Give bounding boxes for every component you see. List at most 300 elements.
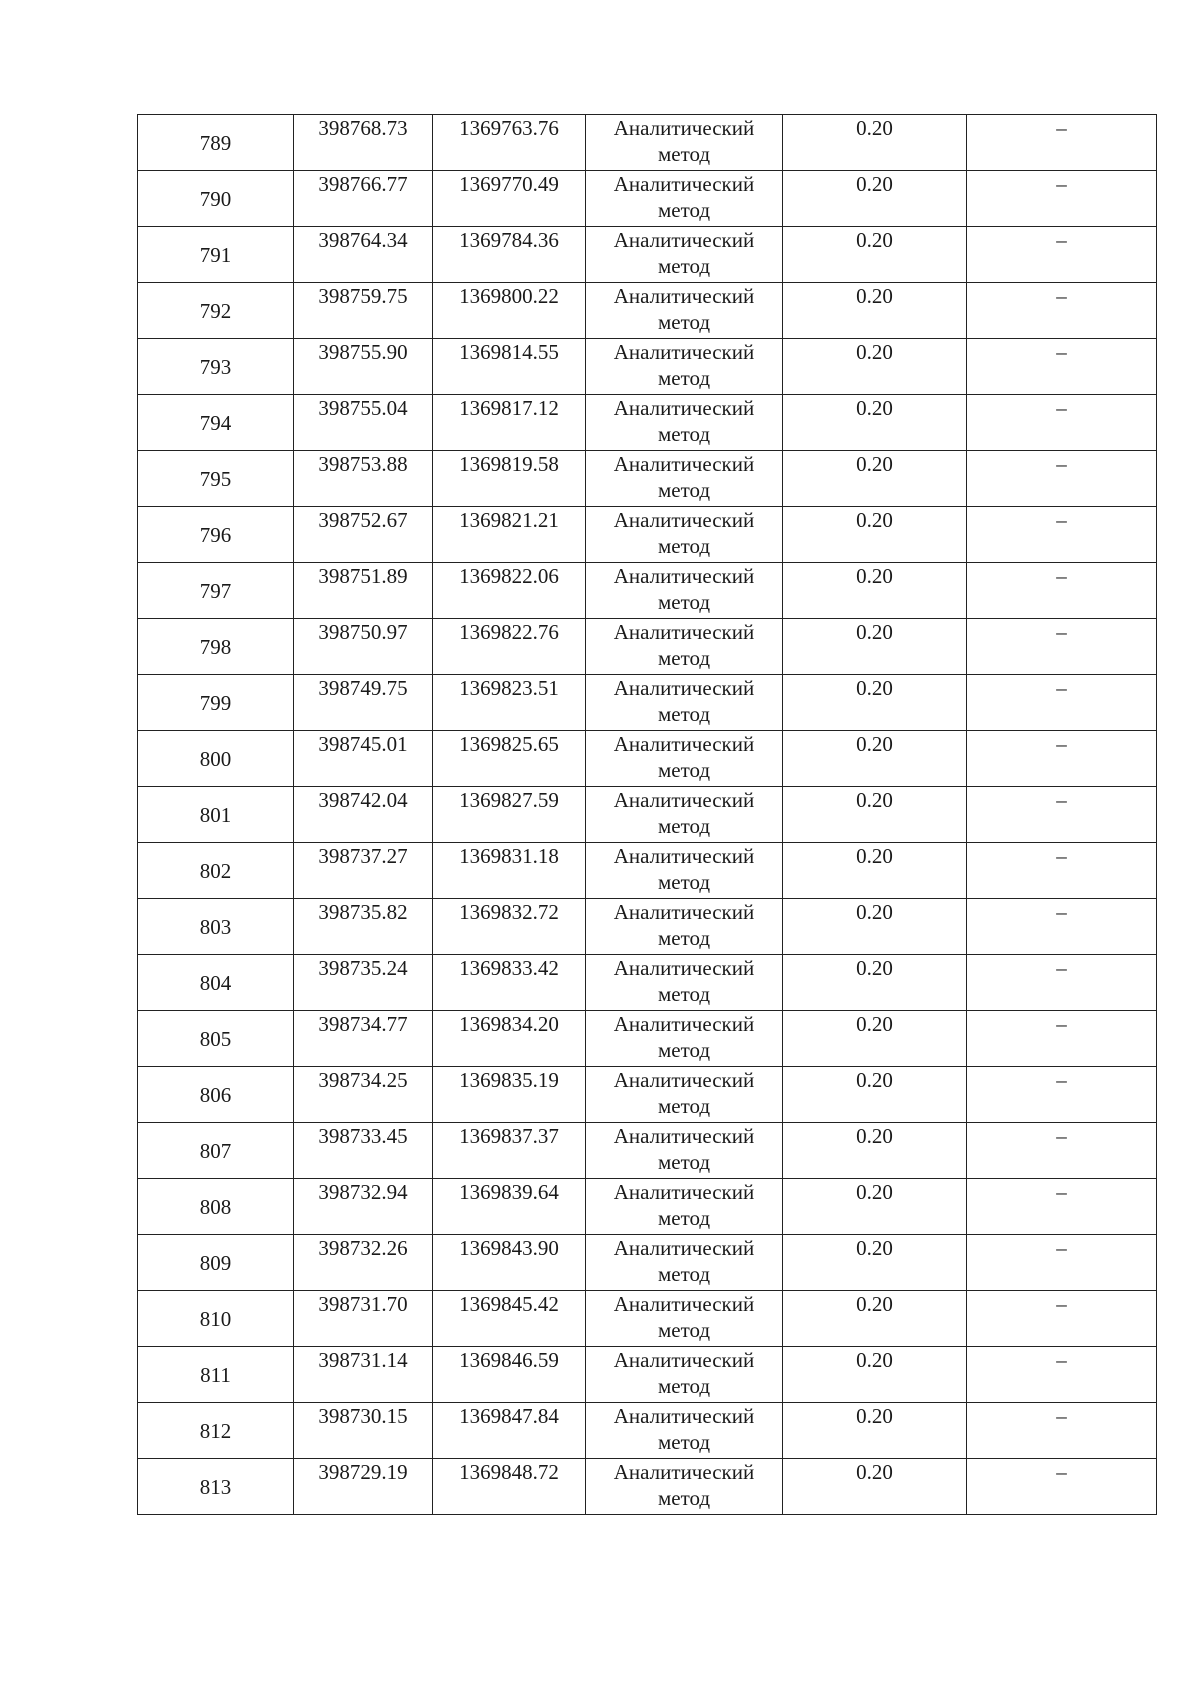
method-line-1: Аналитический <box>613 1404 755 1428</box>
note-cell <box>967 339 1157 395</box>
coordinate-x: 398735.82 <box>318 900 408 924</box>
method-line-2: метод <box>657 1430 711 1454</box>
point-number: 790 <box>199 186 232 211</box>
point-number-cell <box>138 731 294 787</box>
coordinate-y: 1369817.12 <box>459 396 559 420</box>
method-line-2: метод <box>657 1094 711 1118</box>
coordinate-x: 398732.94 <box>318 1180 408 1204</box>
note-value: – <box>1056 732 1067 756</box>
coordinate-y-cell <box>433 451 586 507</box>
accuracy-cell <box>783 283 967 339</box>
note-cell <box>967 115 1157 171</box>
method-line-1: Аналитический <box>613 1012 755 1036</box>
coordinate-y: 1369832.72 <box>459 900 559 924</box>
method-line-2: метод <box>657 422 711 446</box>
point-number-cell <box>138 563 294 619</box>
method-cell <box>586 1067 783 1123</box>
note-value: – <box>1056 396 1067 420</box>
point-number: 810 <box>199 1306 232 1331</box>
note-value: – <box>1056 620 1067 644</box>
coordinate-x-cell <box>294 1123 433 1179</box>
coordinate-y-cell <box>433 1179 586 1235</box>
method-cell <box>586 1235 783 1291</box>
coordinate-y-cell <box>433 731 586 787</box>
coordinate-x: 398731.70 <box>318 1292 408 1316</box>
accuracy-cell <box>783 1235 967 1291</box>
point-number-cell <box>138 1235 294 1291</box>
coordinate-x-cell <box>294 1235 433 1291</box>
point-number: 811 <box>200 1362 231 1387</box>
accuracy-cell <box>783 1179 967 1235</box>
accuracy-cell <box>783 675 967 731</box>
coordinate-x-cell <box>294 1459 433 1515</box>
coordinate-x: 398735.24 <box>318 956 408 980</box>
table-row <box>138 1011 1157 1067</box>
note-value: – <box>1056 284 1067 308</box>
method-line-1: Аналитический <box>613 1068 755 1092</box>
accuracy-value: 0.20 <box>856 1460 893 1484</box>
table-row <box>138 227 1157 283</box>
point-number: 789 <box>199 130 232 155</box>
note-value: – <box>1056 1124 1067 1148</box>
accuracy-value: 0.20 <box>856 116 893 140</box>
coordinate-y: 1369827.59 <box>459 788 559 812</box>
method-line-2: метод <box>657 1486 711 1510</box>
accuracy-cell <box>783 955 967 1011</box>
coordinate-y-cell <box>433 339 586 395</box>
coordinate-x: 398755.04 <box>318 396 408 420</box>
method-cell <box>586 1291 783 1347</box>
point-number: 809 <box>199 1250 232 1275</box>
method-line-1: Аналитический <box>613 116 755 140</box>
table-row <box>138 339 1157 395</box>
note-value: – <box>1056 508 1067 532</box>
accuracy-value: 0.20 <box>856 1180 893 1204</box>
coordinate-y-cell <box>433 1403 586 1459</box>
accuracy-value: 0.20 <box>856 1068 893 1092</box>
method-line-1: Аналитический <box>613 844 755 868</box>
coordinate-x: 398745.01 <box>318 732 408 756</box>
method-line-2: метод <box>657 310 711 334</box>
point-number-cell <box>138 283 294 339</box>
point-number: 794 <box>199 410 232 435</box>
point-number-cell <box>138 955 294 1011</box>
coordinate-x-cell <box>294 955 433 1011</box>
accuracy-cell <box>783 1347 967 1403</box>
accuracy-cell <box>783 1123 967 1179</box>
point-number-cell <box>138 899 294 955</box>
method-cell <box>586 1347 783 1403</box>
point-number: 808 <box>199 1194 232 1219</box>
point-number-cell <box>138 1179 294 1235</box>
table-row <box>138 675 1157 731</box>
accuracy-value: 0.20 <box>856 676 893 700</box>
coordinate-y: 1369770.49 <box>459 172 559 196</box>
method-line-1: Аналитический <box>613 788 755 812</box>
note-cell <box>967 1459 1157 1515</box>
coordinate-x-cell <box>294 507 433 563</box>
note-cell <box>967 1011 1157 1067</box>
accuracy-cell <box>783 1067 967 1123</box>
coordinate-x-cell <box>294 1067 433 1123</box>
method-line-2: метод <box>657 702 711 726</box>
coordinate-y-cell <box>433 1235 586 1291</box>
table-row <box>138 283 1157 339</box>
coordinate-x-cell <box>294 283 433 339</box>
table-row <box>138 395 1157 451</box>
coordinate-x-cell <box>294 1011 433 1067</box>
coordinate-y: 1369834.20 <box>459 1012 559 1036</box>
coordinate-y-cell <box>433 1347 586 1403</box>
method-cell <box>586 563 783 619</box>
method-line-1: Аналитический <box>613 1180 755 1204</box>
note-value: – <box>1056 1236 1067 1260</box>
point-number-cell <box>138 1459 294 1515</box>
method-cell <box>586 1011 783 1067</box>
method-line-2: метод <box>657 982 711 1006</box>
point-number: 804 <box>199 970 232 995</box>
note-cell <box>967 395 1157 451</box>
table-row <box>138 507 1157 563</box>
coordinate-y: 1369848.72 <box>459 1460 559 1484</box>
method-cell <box>586 1403 783 1459</box>
accuracy-cell <box>783 787 967 843</box>
point-number-cell <box>138 619 294 675</box>
accuracy-value: 0.20 <box>856 452 893 476</box>
note-cell <box>967 1291 1157 1347</box>
coordinate-x: 398730.15 <box>318 1404 408 1428</box>
method-cell <box>586 451 783 507</box>
table-row <box>138 1179 1157 1235</box>
coordinate-x-cell <box>294 395 433 451</box>
coordinate-x-cell <box>294 227 433 283</box>
method-cell <box>586 899 783 955</box>
note-cell <box>967 1403 1157 1459</box>
point-number: 805 <box>199 1026 232 1051</box>
note-cell <box>967 507 1157 563</box>
method-line-2: метод <box>657 142 711 166</box>
accuracy-cell <box>783 731 967 787</box>
note-cell <box>967 619 1157 675</box>
coordinate-y: 1369784.36 <box>459 228 559 252</box>
coordinate-y-cell <box>433 675 586 731</box>
note-cell <box>967 451 1157 507</box>
accuracy-value: 0.20 <box>856 732 893 756</box>
point-number: 799 <box>199 690 232 715</box>
coordinate-y-cell <box>433 115 586 171</box>
coordinate-x: 398759.75 <box>318 284 408 308</box>
accuracy-cell <box>783 171 967 227</box>
note-value: – <box>1056 956 1067 980</box>
table-row <box>138 619 1157 675</box>
method-line-2: метод <box>657 590 711 614</box>
note-value: – <box>1056 340 1067 364</box>
point-number-cell <box>138 451 294 507</box>
note-value: – <box>1056 1404 1067 1428</box>
coordinate-x: 398753.88 <box>318 452 408 476</box>
coordinate-x-cell <box>294 1403 433 1459</box>
point-number-cell <box>138 507 294 563</box>
coordinate-x: 398729.19 <box>318 1460 408 1484</box>
table-row <box>138 1291 1157 1347</box>
accuracy-cell <box>783 227 967 283</box>
note-value: – <box>1056 172 1067 196</box>
accuracy-cell <box>783 115 967 171</box>
point-number: 802 <box>199 858 232 883</box>
note-value: – <box>1056 844 1067 868</box>
table-row <box>138 171 1157 227</box>
coordinate-y: 1369831.18 <box>459 844 559 868</box>
method-line-1: Аналитический <box>613 228 755 252</box>
coordinate-x-cell <box>294 619 433 675</box>
table-row <box>138 731 1157 787</box>
point-number-cell <box>138 1347 294 1403</box>
table-row <box>138 899 1157 955</box>
coordinate-y: 1369822.06 <box>459 564 559 588</box>
method-line-2: метод <box>657 926 711 950</box>
method-line-1: Аналитический <box>613 1236 755 1260</box>
point-number: 813 <box>199 1474 232 1499</box>
method-line-1: Аналитический <box>613 956 755 980</box>
point-number-cell <box>138 171 294 227</box>
method-line-1: Аналитический <box>613 676 755 700</box>
note-cell <box>967 171 1157 227</box>
coordinate-x: 398755.90 <box>318 340 408 364</box>
coordinate-x-cell <box>294 675 433 731</box>
accuracy-value: 0.20 <box>856 340 893 364</box>
note-value: – <box>1056 228 1067 252</box>
accuracy-cell <box>783 843 967 899</box>
accuracy-value: 0.20 <box>856 396 893 420</box>
method-cell <box>586 283 783 339</box>
coordinate-y-cell <box>433 619 586 675</box>
method-line-2: метод <box>657 1150 711 1174</box>
table-row <box>138 1403 1157 1459</box>
coordinate-y-cell <box>433 395 586 451</box>
accuracy-value: 0.20 <box>856 1012 893 1036</box>
accuracy-value: 0.20 <box>856 1124 893 1148</box>
coordinate-x: 398751.89 <box>318 564 408 588</box>
point-number: 797 <box>199 578 232 603</box>
point-number: 796 <box>199 522 232 547</box>
coordinate-y: 1369819.58 <box>459 452 559 476</box>
point-number-cell <box>138 787 294 843</box>
point-number-cell <box>138 843 294 899</box>
coordinate-x: 398732.26 <box>318 1236 408 1260</box>
note-value: – <box>1056 1068 1067 1092</box>
point-number: 806 <box>199 1082 232 1107</box>
method-line-1: Аналитический <box>613 396 755 420</box>
table-row <box>138 955 1157 1011</box>
point-number-cell <box>138 1291 294 1347</box>
accuracy-cell <box>783 451 967 507</box>
method-line-2: метод <box>657 1374 711 1398</box>
coordinate-y-cell <box>433 1011 586 1067</box>
method-cell <box>586 339 783 395</box>
table-row <box>138 843 1157 899</box>
method-cell <box>586 115 783 171</box>
note-cell <box>967 675 1157 731</box>
method-cell <box>586 843 783 899</box>
method-line-2: метод <box>657 478 711 502</box>
note-cell <box>967 1179 1157 1235</box>
coordinate-x-cell <box>294 1347 433 1403</box>
accuracy-cell <box>783 563 967 619</box>
note-value: – <box>1056 564 1067 588</box>
note-cell <box>967 1067 1157 1123</box>
accuracy-value: 0.20 <box>856 228 893 252</box>
method-cell <box>586 227 783 283</box>
method-line-2: метод <box>657 870 711 894</box>
coordinate-x-cell <box>294 1291 433 1347</box>
coordinate-x: 398734.25 <box>318 1068 408 1092</box>
method-cell <box>586 1179 783 1235</box>
coordinate-y-cell <box>433 1459 586 1515</box>
note-value: – <box>1056 788 1067 812</box>
coordinate-x: 398766.77 <box>318 172 408 196</box>
note-cell <box>967 563 1157 619</box>
accuracy-value: 0.20 <box>856 1292 893 1316</box>
note-cell <box>967 843 1157 899</box>
coordinate-x: 398737.27 <box>318 844 408 868</box>
method-line-1: Аналитический <box>613 508 755 532</box>
note-cell <box>967 787 1157 843</box>
table-body <box>138 115 1157 1515</box>
method-cell <box>586 171 783 227</box>
accuracy-value: 0.20 <box>856 564 893 588</box>
method-line-1: Аналитический <box>613 620 755 644</box>
note-value: – <box>1056 1348 1067 1372</box>
coordinate-x-cell <box>294 451 433 507</box>
method-line-1: Аналитический <box>613 732 755 756</box>
point-number-cell <box>138 115 294 171</box>
coordinate-y-cell <box>433 507 586 563</box>
coordinate-x-cell <box>294 899 433 955</box>
method-line-1: Аналитический <box>613 1460 755 1484</box>
point-number: 801 <box>199 802 232 827</box>
accuracy-value: 0.20 <box>856 508 893 532</box>
table-row <box>138 563 1157 619</box>
note-value: – <box>1056 1460 1067 1484</box>
accuracy-value: 0.20 <box>856 620 893 644</box>
accuracy-value: 0.20 <box>856 956 893 980</box>
point-number: 807 <box>199 1138 232 1163</box>
point-number: 791 <box>199 242 232 267</box>
coordinate-y: 1369825.65 <box>459 732 559 756</box>
point-number: 793 <box>199 354 232 379</box>
note-cell <box>967 1123 1157 1179</box>
note-value: – <box>1056 1012 1067 1036</box>
method-line-1: Аналитический <box>613 452 755 476</box>
point-number-cell <box>138 1123 294 1179</box>
method-cell <box>586 1123 783 1179</box>
method-line-1: Аналитический <box>613 284 755 308</box>
note-cell <box>967 955 1157 1011</box>
method-line-2: метод <box>657 646 711 670</box>
note-cell <box>967 227 1157 283</box>
note-cell <box>967 899 1157 955</box>
method-line-1: Аналитический <box>613 172 755 196</box>
method-line-2: метод <box>657 534 711 558</box>
coordinate-x: 398749.75 <box>318 676 408 700</box>
point-number: 795 <box>199 466 232 491</box>
coordinate-y-cell <box>433 1291 586 1347</box>
coordinate-y: 1369847.84 <box>459 1404 559 1428</box>
method-line-1: Аналитический <box>613 1292 755 1316</box>
method-line-1: Аналитический <box>613 564 755 588</box>
method-line-2: метод <box>657 198 711 222</box>
point-number: 803 <box>199 914 232 939</box>
table-row <box>138 1123 1157 1179</box>
method-line-2: метод <box>657 1262 711 1286</box>
table-row <box>138 1067 1157 1123</box>
note-value: – <box>1056 900 1067 924</box>
coordinate-x: 398742.04 <box>318 788 408 812</box>
point-number-cell <box>138 227 294 283</box>
accuracy-value: 0.20 <box>856 1404 893 1428</box>
coordinate-y-cell <box>433 843 586 899</box>
accuracy-value: 0.20 <box>856 788 893 812</box>
point-number-cell <box>138 339 294 395</box>
coordinate-y: 1369845.42 <box>459 1292 559 1316</box>
coordinate-y: 1369837.37 <box>459 1124 559 1148</box>
point-number-cell <box>138 1403 294 1459</box>
table-row <box>138 1459 1157 1515</box>
method-line-1: Аналитический <box>613 340 755 364</box>
table-row <box>138 1347 1157 1403</box>
accuracy-value: 0.20 <box>856 172 893 196</box>
method-line-2: метод <box>657 254 711 278</box>
coordinates-table <box>137 114 1157 1515</box>
coordinate-x: 398734.77 <box>318 1012 408 1036</box>
coordinate-x: 398752.67 <box>318 508 408 532</box>
method-line-2: метод <box>657 1318 711 1342</box>
coordinate-x-cell <box>294 339 433 395</box>
accuracy-cell <box>783 395 967 451</box>
accuracy-cell <box>783 339 967 395</box>
point-number-cell <box>138 1067 294 1123</box>
coordinate-x-cell <box>294 1179 433 1235</box>
coordinate-x-cell <box>294 563 433 619</box>
coordinate-y: 1369800.22 <box>459 284 559 308</box>
note-value: – <box>1056 116 1067 140</box>
method-cell <box>586 731 783 787</box>
method-cell <box>586 1459 783 1515</box>
coordinate-y: 1369835.19 <box>459 1068 559 1092</box>
coordinate-y-cell <box>433 171 586 227</box>
note-value: – <box>1056 452 1067 476</box>
coordinate-x-cell <box>294 843 433 899</box>
note-value: – <box>1056 1180 1067 1204</box>
coordinate-y-cell <box>433 283 586 339</box>
accuracy-value: 0.20 <box>856 1236 893 1260</box>
coordinate-y-cell <box>433 1123 586 1179</box>
coordinate-y-cell <box>433 955 586 1011</box>
point-number: 812 <box>199 1418 232 1443</box>
accuracy-value: 0.20 <box>856 900 893 924</box>
coordinate-y-cell <box>433 227 586 283</box>
table-row <box>138 451 1157 507</box>
method-line-2: метод <box>657 814 711 838</box>
method-line-1: Аналитический <box>613 1348 755 1372</box>
note-cell <box>967 731 1157 787</box>
accuracy-cell <box>783 1403 967 1459</box>
coordinate-x: 398731.14 <box>318 1348 408 1372</box>
coordinate-y-cell <box>433 787 586 843</box>
coordinate-y: 1369821.21 <box>459 508 559 532</box>
method-line-2: метод <box>657 1038 711 1062</box>
coordinate-y: 1369814.55 <box>459 340 559 364</box>
